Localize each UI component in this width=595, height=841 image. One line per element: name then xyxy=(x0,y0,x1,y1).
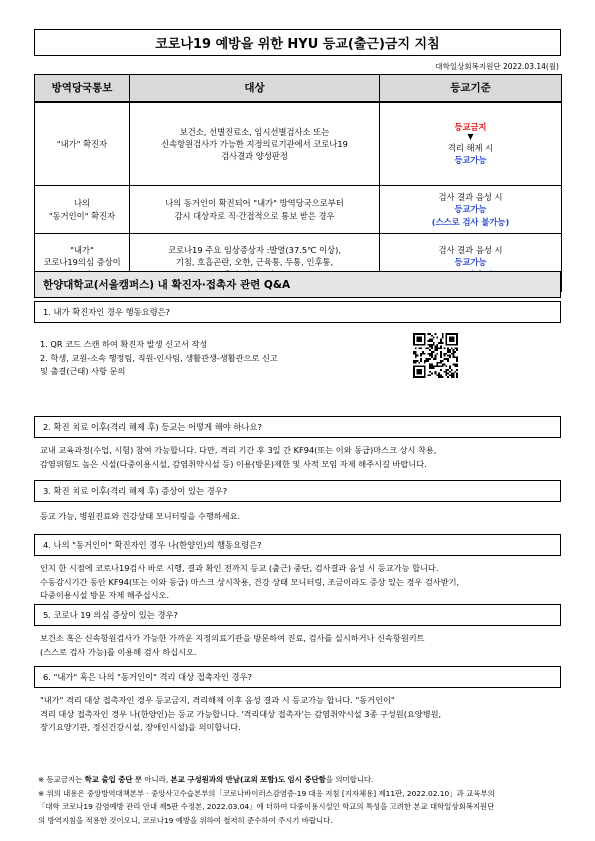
header-notice: 방역당국통보 xyxy=(35,75,130,102)
target-cell xyxy=(130,186,380,234)
answer-line: "내가" 격리 대상 접촉자인 경우 등교금지, 격리해제 이후 음성 결과 시 등교가능 합니다. "동거인이" xyxy=(40,695,395,705)
answer-3 xyxy=(40,510,555,524)
ok-label: 등교가능 xyxy=(454,155,487,166)
target-line: 감시 대상자로 직·간접적으로 통보 받은 경우 xyxy=(174,210,335,221)
issuer-date: 대학일상회복지원단 2022.03.14(월) xyxy=(435,62,559,71)
qr-code-icon[interactable] xyxy=(413,333,458,378)
footnote-emphasis: 본교 구성원과의 만남(교외 포함)도 임시 중단함 xyxy=(170,775,326,784)
question-6: 6. "내가" 혹은 나의 "동거인이" 격리 대상 접촉자인 경우? xyxy=(34,666,561,688)
ban-label: 등교금지 xyxy=(454,122,487,133)
notice-line: "내가" 확진자 xyxy=(56,138,108,149)
question-2: 2. 확진 치료 이후(격리 해제 후) 등교는 어떻게 해야 하나요? xyxy=(34,416,561,438)
target-line: 나의 동거인이 확진되어 "내가" 방역당국으로부터 xyxy=(165,198,344,209)
target-cell xyxy=(130,102,380,186)
answer-5 xyxy=(40,632,555,659)
footnote-text: 을 의미합니다. xyxy=(325,775,374,784)
table-row xyxy=(35,186,562,234)
answer-line: 장기요양기관, 정신건강시설, 장애인시설)을 의미합니다. xyxy=(40,722,241,733)
answer-4 xyxy=(40,562,555,603)
answer-line: 등교 가능, 병원진료와 건강상태 모니터링을 수행하세요. xyxy=(40,511,241,521)
answer-6 xyxy=(40,694,555,735)
question-5: 5. 코로나 19 의심 증상이 있는 경우? xyxy=(34,604,561,626)
target-line: 보건소, 선별진료소, 임시선별검사소 또는 xyxy=(179,126,330,137)
footnote-2-line: 의 방역지침을 적용한 것이오니, 코로나19 예방을 위하여 철저히 준수하여 주시기 바랍니다. xyxy=(38,816,333,826)
footnote-1 xyxy=(38,773,560,787)
footnote-emphasis: 학교 출입 중단 xyxy=(84,775,133,784)
target-line: 기침, 호흡곤란, 오한, 근육통, 두통, 인후통, xyxy=(175,257,334,268)
answer-line: 감염위험도 높은 시설(다중이용시설, 감염취약시설 등) 이용(방문)제한 및 사적 모임 자제 해주시길 바랍니다. xyxy=(40,458,427,469)
test-condition: 검사 결과 음성 시 xyxy=(438,192,503,203)
header-target: 대상 xyxy=(130,75,380,102)
answer-line: 2. 학생, 교원-소속 행정팀, 직원-인사팀, 생활관생-생활관으로 신고 xyxy=(40,352,278,363)
answer-line: 1. QR 코드 스캔 하여 확진자 발생 신고서 작성 xyxy=(40,339,208,349)
answer-line: 격리 대상 접촉자인 경우 나(한양인)는 등교 가능합니다. '격리대상 접촉자'는 감염취약시설 3종 구성원(요양병원, xyxy=(40,708,442,719)
test-condition: 검사 결과 음성 시 xyxy=(438,245,503,256)
header-criteria: 등교기준 xyxy=(380,75,562,102)
ok-label: 등교가능 xyxy=(454,204,487,215)
target-line: 신속항원검사가 가능한 지정의료기관에서 코로나19 xyxy=(161,138,348,149)
footnote-2-line: 「대학 코로나19 감염예방 관리 안내 제5판 수정본, 2022.03.04」에 더하여 다중이용시설인 학교의 특성을 고려한 본교 대학일상회복지원단 xyxy=(38,802,495,812)
release-condition: 격리 해제 시 xyxy=(447,143,494,154)
answer-line: 수동감시기간 동안 KF94(또는 이와 동급) 마스크 상시착용, 건강 상태 모니터링, 조금이라도 증상 있는 경우 검사받기, xyxy=(40,576,460,587)
answer-line: 다중이용시설 방문 자제 해주십시오. xyxy=(40,590,170,601)
notice-line: 나의 xyxy=(73,198,91,209)
policy-table-header-row xyxy=(35,75,562,102)
down-arrow-icon: ▼ xyxy=(467,132,474,142)
table-row xyxy=(35,102,562,186)
answer-line: (스스로 검사 가능)를 이용해 검사 하십시오. xyxy=(40,646,197,657)
question-1: 1. 내가 확진자인 경우 행동요령은? xyxy=(34,301,561,323)
notice-line: 코로나19의심 증상이 xyxy=(43,257,121,268)
answer-line: 인지 한 시점에 코로나19검사 바로 시행, 결과 확인 전까지 등교 (출근) 중단, 검사결과 음성 시 등교가능 합니다. xyxy=(40,563,439,573)
answer-line: 교내 교육과정(수업, 시험) 참여 가능합니다. 다만, 격리 기간 후 3일 간 KF94(또는 이와 동급)마스크 상시 착용, xyxy=(40,445,437,455)
ok-label: 등교가능 xyxy=(454,257,487,268)
footnote-2-line: ※ 위의 내용은 중앙방역대책본부 · 중앙사고수습본부의「코로나바이러스감염증-19 대응 지침 [지자체용] 제11판, 2022.02.10」과 교육부의 xyxy=(38,788,495,798)
notice-line: "내가" xyxy=(70,245,94,256)
footnotes xyxy=(38,773,560,828)
answer-2 xyxy=(40,444,555,471)
target-line: 코로나19 주요 임상증상자 :발열(37.5℃ 이상), xyxy=(167,245,341,256)
notice-cell xyxy=(35,186,130,234)
notice-line: "동거인이" 확진자 xyxy=(48,210,116,221)
criteria-cell xyxy=(380,186,562,234)
self-test-note: (스스로 검사 불가능) xyxy=(431,216,510,227)
footnote-text: 뿐 아니라, xyxy=(132,775,171,784)
criteria-cell xyxy=(380,102,562,186)
page-title: 코로나19 예방을 위한 HYU 등교(출근)금지 지침 xyxy=(34,29,561,56)
question-3: 3. 확진 치료 이후(격리 해제 후) 증상이 있는 경우? xyxy=(34,480,561,502)
answer-line: 보건소 혹은 신속항원검사가 가능한 가까운 지정의료기관을 방문하여 진료, 검사를 실시하거나 신속항원키트 xyxy=(40,633,425,643)
answer-line: 및 출결(근태) 사항 문의 xyxy=(40,366,126,377)
question-4: 4. 나의 "동거인이" 확진자인 경우 나(한양인)의 행동요령은? xyxy=(34,534,561,556)
notice-cell xyxy=(35,102,130,186)
policy-table xyxy=(34,74,562,292)
target-line: 검사결과 양성판정 xyxy=(221,150,288,161)
answer-1 xyxy=(40,338,555,379)
footnote-text: ※ 등교금지는 xyxy=(38,775,85,784)
qa-section-header: 한양대학교(서울캠퍼스) 내 확진자·접촉자 관련 Q&A xyxy=(34,271,561,298)
